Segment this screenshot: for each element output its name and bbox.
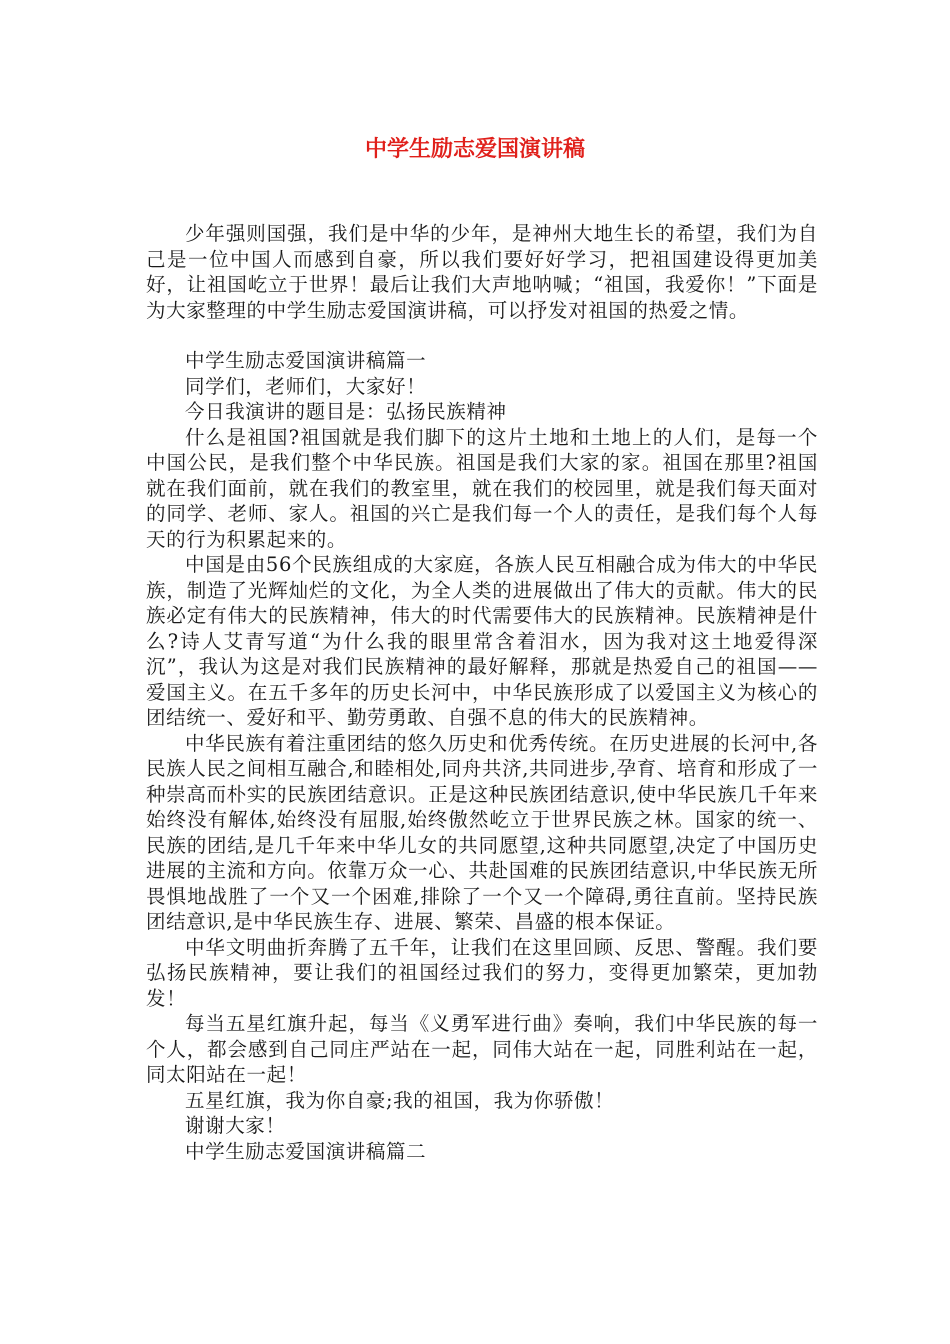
closing-paragraph: 五星红旗，我为你自豪;我的祖国，我为你骄傲！ [185,1088,615,1112]
body-paragraph: 中国是由56个民族组成的大家庭，各族人民互相融合成为伟大的中华民族，制造了光辉灿烂的文化，为全人类的进展做出了伟大的贡献。伟大的民族必定有伟大的民族精神，伟大的时代需要伟大的民族精神。民族精神是什么?诗人艾青写道“为什么我的眼里常含着泪水，因为我对这土地爱得深沉”，我认为这是对我们民族精神的最好解释，那就是热爱自己的祖国——爱国主义。在五千多年的历史长河中，中华民族形成了以爱国主义为核心的团结统一、爱好和平、勤劳勇敢、自强不息的伟大的民族精神。 [146,553,818,729]
section-heading-two: 中学生励志爱国演讲稿篇二 [185,1139,427,1163]
document-title: 中学生励志爱国演讲稿 [364,137,585,162]
paragraph-spacer [146,323,818,348]
body-paragraph: 中华文明曲折奔腾了五千年，让我们在这里回顾、反思、警醒。我们要弘扬民族精神，要让我们的祖国经过我们的努力，变得更加繁荣，更加勃发！ [146,935,818,1010]
section-heading-one: 中学生励志爱国演讲稿篇一 [185,349,427,372]
body-paragraph: 什么是祖国?祖国就是我们脚下的这片土地和土地上的人们，是每一个中国公民，是我们整个中华民族。祖国是我们大家的家。祖国在那里?祖国就在我们面前，就在我们的教室里，就在我们的校园里，就是我们每天面对的同学、老师、家人。祖国的兴亡是我们每一个人的责任，是我们每个人每天的行为积累起来的。 [146,425,818,551]
body-paragraph: 中华民族有着注重团结的悠久历史和优秀传统。在历史进展的长河中,各民族人民之间相互融合,和睦相处,同舟共济,共同进步,孕育、培育和形成了一种崇高而朴实的民族团结意识。正是这种民族团结意识,使中华民族几千年来始终没有解体,始终没有屈服,始终傲然屹立于世界民族之林。国家的统一、民族的团结,是几千年来中华儿女的共同愿望,这种共同愿望,决定了中国历史进展的主流和方向。依靠万众一心、共赴国难的民族团结意识,中华民族无所畏惧地战胜了一个又一个困难,排除了一个又一个障碍,勇往直前。坚持民族团结意识,是中华民族生存、进展、繁荣、昌盛的根本保证。 [146,731,818,933]
body-paragraph: 每当五星红旗升起，每当《义勇军进行曲》奏响，我们中华民族的每一个人，都会感到自己同庄严站在一起，同伟大站在一起，同胜利站在一起，同太阳站在一起！ [146,1012,818,1086]
intro-paragraph: 少年强则国强，我们是中华的少年，是神州大地生长的希望，我们为自己是一位中国人而感到自豪，所以我们要好好学习，把祖国建设得更加美好，让祖国屹立于世界！最后让我们大声地呐喊；“祖国，我爱你！”下面是为大家整理的中学生励志爱国演讲稿，可以抒发对祖国的热爱之情。 [146,222,818,322]
speech-topic-paragraph: 今日我演讲的题目是：弘扬民族精神 [185,400,507,423]
thanks-paragraph: 谢谢大家！ [185,1114,286,1137]
greeting-paragraph: 同学们，老师们，大家好！ [185,374,427,398]
document-body [146,221,818,1164]
